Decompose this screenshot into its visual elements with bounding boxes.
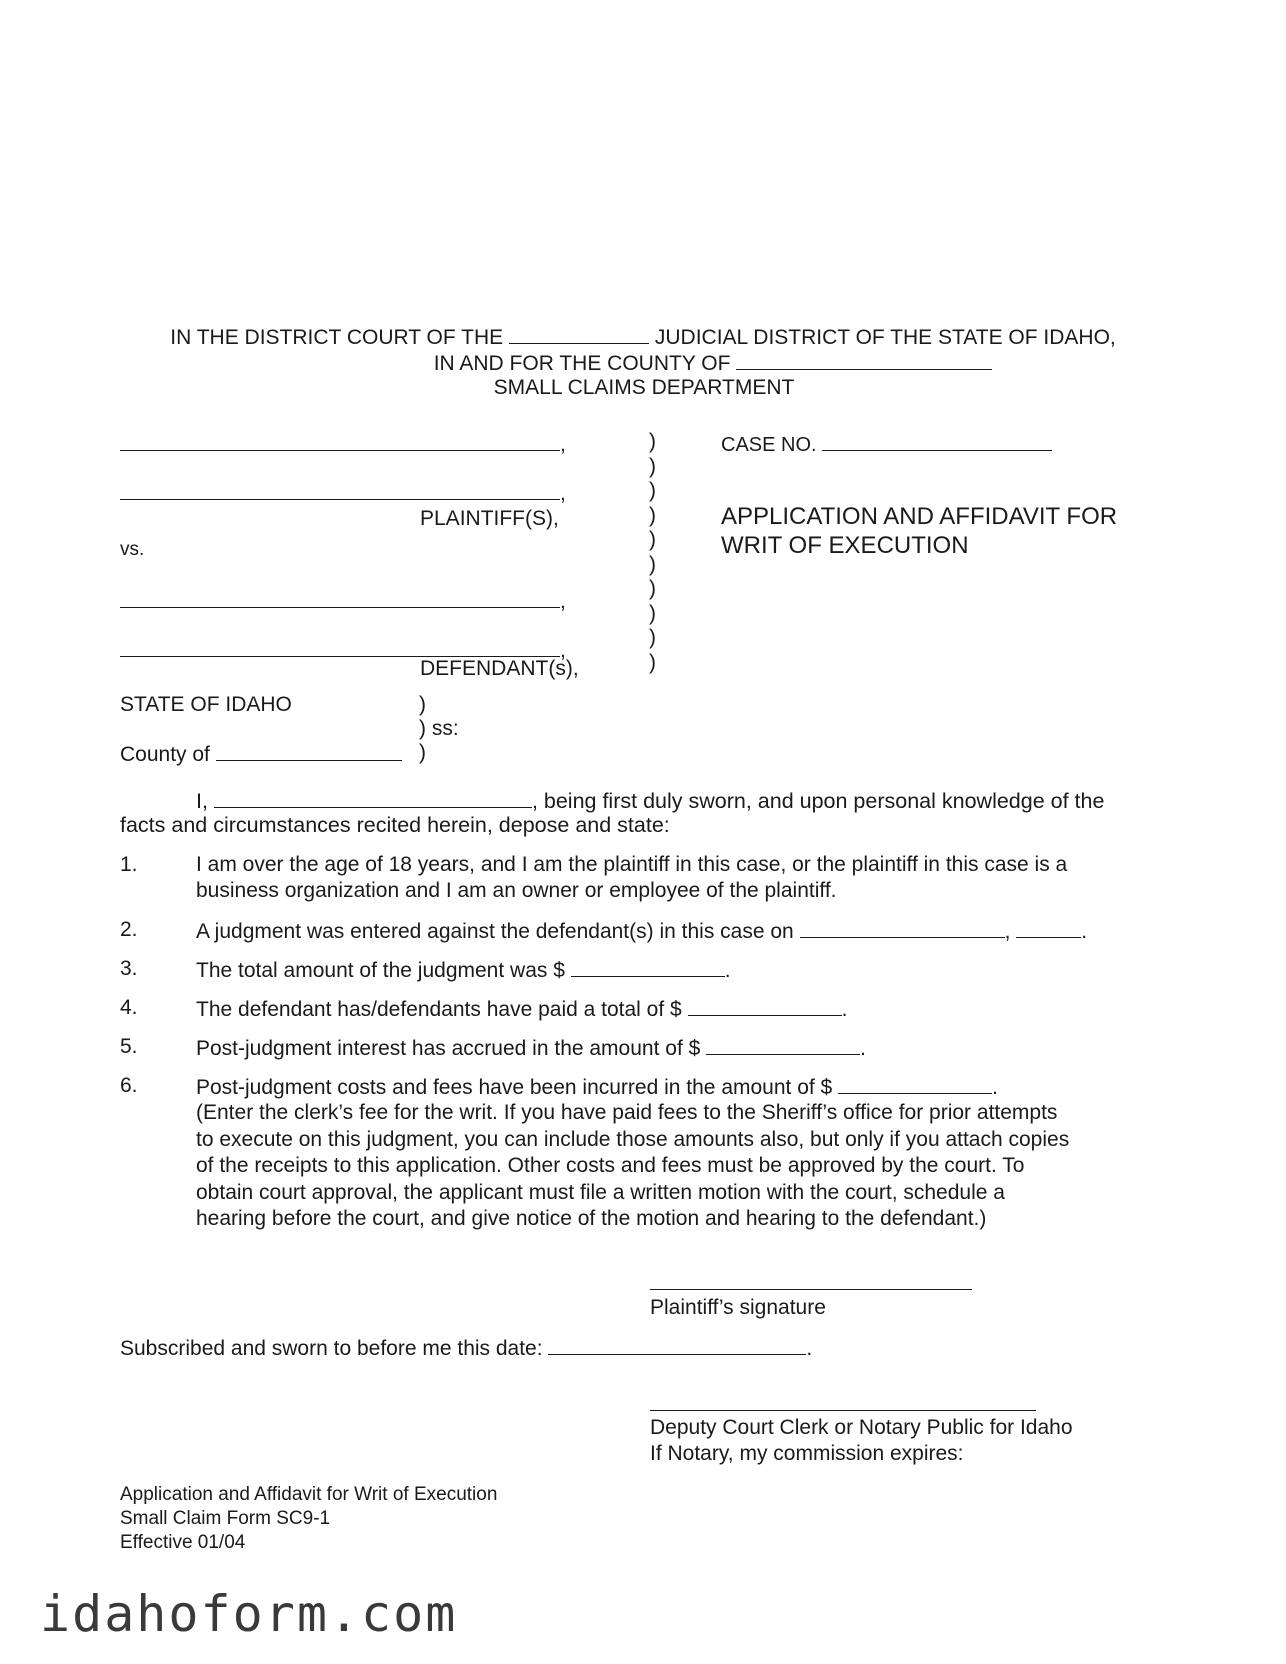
defendant-label: DEFENDANT(s),: [420, 657, 579, 680]
venue-ss: ) ss:: [419, 717, 459, 740]
item-6-note-line: to execute on this judgment, you can include those amounts also, but only if you attach copies: [196, 1127, 1070, 1151]
plaintiff-blank-2[interactable]: [120, 479, 560, 500]
item-number: 3.: [120, 957, 138, 980]
county-blank[interactable]: [736, 349, 992, 370]
intro-i: I,: [196, 789, 208, 813]
judgment-amount-blank[interactable]: [571, 956, 725, 977]
court-header-line3: SMALL CLAIMS DEPARTMENT: [493, 376, 795, 399]
court-header-line2: [0, 349, 1286, 377]
item-6-note-line: obtain court approval, the applicant must file a written motion with the court, schedule a: [196, 1180, 1005, 1204]
defendant-blank-2[interactable]: [120, 636, 560, 657]
sworn-date-blank[interactable]: [548, 1334, 806, 1355]
costs-amount-blank[interactable]: [838, 1073, 992, 1094]
item-number: 5.: [120, 1035, 138, 1058]
amount-paid-blank[interactable]: [688, 995, 842, 1016]
item-number: 2.: [120, 918, 138, 941]
intro-line2: facts and circumstances recited herein, depose and state:: [120, 813, 670, 837]
defendant-name-1: [120, 587, 566, 614]
plaintiff-name-2: [120, 479, 566, 506]
document-title-line2: WRIT OF EXECUTION: [721, 532, 969, 559]
venue-paren: ): [419, 693, 426, 716]
item-4: The defendant has/defendants have paid a total of $ .: [196, 995, 847, 1024]
footer-effective-date: Effective 01/04: [120, 1532, 246, 1553]
caption-divider: ) ) ) ) ) ) ) ) ) ): [649, 430, 656, 674]
plaintiff-signature-label: Plaintiff’s signature: [650, 1296, 826, 1319]
judicial-district-blank[interactable]: [509, 323, 649, 344]
document-title-line1: APPLICATION AND AFFIDAVIT FOR: [721, 503, 1118, 530]
item-5-text: Post-judgment interest has accrued in the amount of $: [196, 1037, 701, 1060]
county-label: County of: [120, 743, 210, 766]
sworn-statement: Subscribed and sworn to before me this date: .: [120, 1334, 812, 1361]
item-number: 1.: [120, 853, 138, 876]
item-6-note-line: hearing before the court, and give notice of the motion and hearing to the defendant.): [196, 1207, 987, 1230]
plaintiff-name-1: [120, 430, 566, 457]
item-2-text: A judgment was entered against the defendant(s) in this case on: [196, 920, 794, 943]
plaintiff-signature-line[interactable]: [650, 1289, 972, 1290]
item-3: The total amount of the judgment was $ .: [196, 956, 731, 985]
item-5: Post-judgment interest has accrued in the amount of $ .: [196, 1034, 866, 1063]
comma: ,: [560, 482, 566, 505]
notary-expiry-label: If Notary, my commission expires:: [650, 1442, 964, 1465]
affiant-name-blank[interactable]: [214, 787, 532, 808]
judgment-date-blank[interactable]: [800, 917, 1005, 938]
item-2: A judgment was entered against the defendant(s) in this case on , .: [196, 917, 1087, 946]
defendant-blank-1[interactable]: [120, 587, 560, 608]
item-number: 4.: [120, 996, 138, 1019]
venue-paren: ): [419, 741, 426, 764]
plaintiff-blank-1[interactable]: [120, 430, 560, 451]
item-6: Post-judgment costs and fees have been incurred in the amount of $ .: [196, 1073, 998, 1102]
comma: ,: [560, 639, 566, 662]
item-3-text: The total amount of the judgment was $: [196, 959, 565, 982]
venue-county-blank[interactable]: [216, 740, 402, 761]
case-number-blank[interactable]: [822, 430, 1052, 451]
item-6-note-line: of the receipts to this application. Other costs and fees must be approved by the court. To: [196, 1154, 1025, 1177]
item-1-line2: business organization and I am an owner or employee of the plaintiff.: [196, 879, 837, 902]
clerk-signature-line[interactable]: [650, 1410, 1036, 1411]
interest-amount-blank[interactable]: [706, 1034, 860, 1055]
affiant-intro: [196, 787, 1104, 814]
judgment-year-blank[interactable]: [1016, 917, 1081, 938]
case-number: [721, 430, 1052, 458]
footer-form-title: Application and Affidavit for Writ of Execution: [120, 1484, 498, 1505]
item-number: 6.: [120, 1074, 138, 1097]
versus-label: vs.: [120, 539, 145, 560]
header-text: IN THE DISTRICT COURT OF THE: [170, 326, 504, 349]
intro-rest: , being first duly sworn, and upon personal knowledge of the: [531, 789, 1105, 813]
case-no-label: CASE NO.: [721, 434, 817, 456]
plaintiff-label: PLAINTIFF(S),: [420, 507, 559, 530]
clerk-label: Deputy Court Clerk or Notary Public for Idaho: [650, 1416, 1073, 1439]
header-text: JUDICIAL DISTRICT OF THE STATE OF IDAHO,: [654, 326, 1116, 349]
court-header-line1: [0, 323, 1286, 351]
venue-state: STATE OF IDAHO: [120, 693, 292, 716]
header-text: IN AND FOR THE COUNTY OF: [433, 352, 731, 375]
sworn-text: Subscribed and sworn to before me this date:: [120, 1337, 543, 1360]
item-4-text: The defendant has/defendants have paid a total of $: [196, 998, 682, 1021]
item-6-text: Post-judgment costs and fees have been incurred in the amount of $: [196, 1076, 833, 1099]
item-1-line1: I am over the age of 18 years, and I am the plaintiff in this case, or the plaintiff in this case is a: [196, 853, 1068, 876]
venue-county: [120, 740, 402, 767]
watermark: idahoform.com: [40, 1585, 458, 1643]
item-6-note-line: (Enter the clerk’s fee for the writ. If you have paid fees to the Sheriff’s office for prior attempts: [196, 1101, 1058, 1124]
comma: ,: [560, 590, 566, 613]
footer-form-number: Small Claim Form SC9-1: [120, 1508, 331, 1529]
comma: ,: [560, 433, 566, 456]
